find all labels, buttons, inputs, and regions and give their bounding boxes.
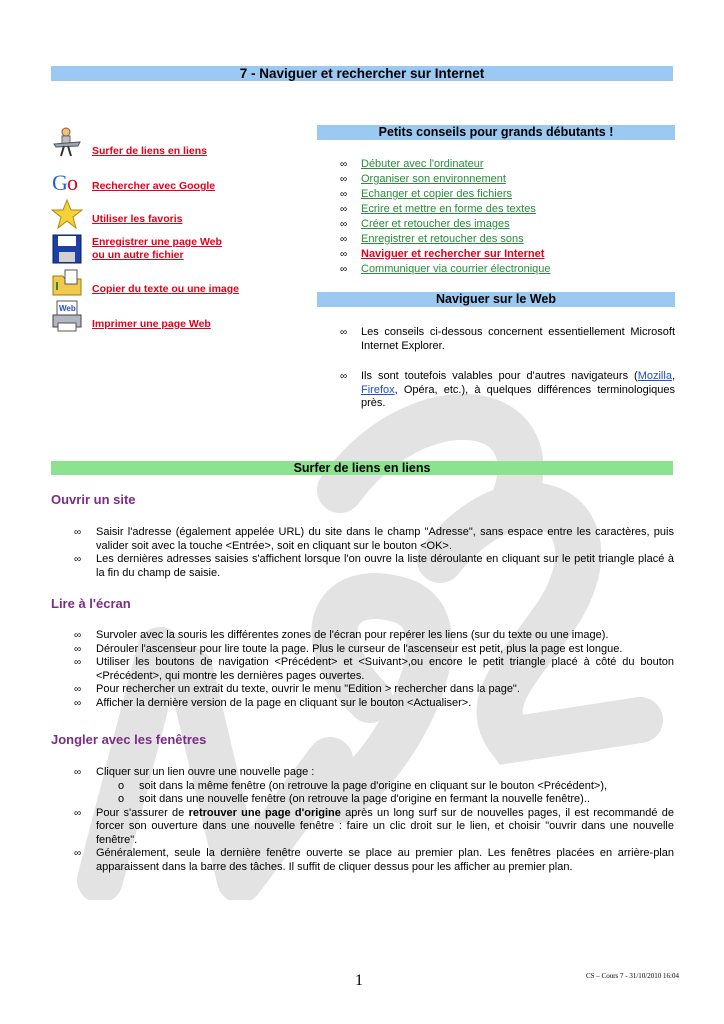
tips-link-organiser[interactable]: Organiser son environnement: [361, 173, 506, 185]
web-paragraph-1: [340, 326, 675, 353]
bullet-symbol: ∞: [74, 697, 82, 709]
jongler-item-3: Généralement, seule la dernière fenêtre ouverte se place au premier plan. Les fenêtres placées en arrière-plan apparaissent dans la barre des tâches. Il suffit de cliquer dessus pour les afficher au premier plan.: [96, 847, 674, 873]
web-heading: Naviguer sur le Web: [317, 292, 675, 307]
web-printer-icon: [51, 300, 83, 332]
list-item: [340, 157, 680, 172]
web-p2-before: Ils sont toutefois valables pour d'autres navigateurs (: [361, 370, 638, 382]
list-item: [74, 643, 674, 657]
page-title: 7 - Naviguer et rechercher sur Internet: [51, 66, 673, 81]
lire-item-4: Pour rechercher un extrait du texte, ouvrir le menu "Edition > rechercher dans la page".: [96, 683, 520, 695]
list-item: [74, 656, 674, 683]
jongler-sub-1: soit dans la même fenêtre (on retrouve la page d'origine en cliquant sur le bouton <Précédent>),: [139, 779, 608, 792]
list-item: [340, 247, 680, 262]
jongler-item-2-before: Pour s'assurer de: [96, 806, 189, 819]
firefox-link[interactable]: Firefox: [361, 383, 395, 396]
list-item: [74, 807, 674, 848]
lire-item-3: Utiliser les boutons de navigation <Précédent> et <Suivant>,ou encore le petit triangle placé à côté du bouton <Précédent>, qui montre les dernières pages ouvertes.: [96, 656, 674, 682]
left-link-imprimer[interactable]: Imprimer une page Web: [92, 318, 211, 330]
tips-link-sons[interactable]: Enregistrer et retoucher des sons: [361, 233, 524, 245]
mozilla-link[interactable]: Mozilla: [637, 370, 672, 382]
bullet-symbol: ∞: [74, 527, 82, 538]
section-bar-surfer: Surfer de liens en liens: [51, 461, 673, 475]
bullet-symbol: ∞: [340, 189, 348, 200]
bullet-symbol: ∞: [74, 554, 82, 565]
bullet-symbol: ∞: [340, 371, 348, 382]
jongler-item-2: [96, 807, 674, 848]
tips-link-debuter[interactable]: Débuter avec l'ordinateur: [361, 158, 484, 170]
list-item: [340, 217, 680, 232]
list-item: [74, 526, 674, 553]
ouvrir-item-2: Les dernières adresses saisies s'affichent lorsque l'on ouvre la liste déroulante en cliquant sur le petit triangle placé à la fin du champ de saisie.: [96, 553, 674, 579]
web-paragraph-2: [340, 370, 675, 411]
sub-list-item: [74, 793, 674, 807]
list-item: [340, 172, 680, 187]
bullet-symbol: ∞: [340, 159, 348, 170]
person-surfer-icon: [51, 126, 83, 158]
bullet-symbol: ∞: [340, 174, 348, 185]
lire-item-1: Survoler avec la souris les différentes zones de l'écran pour repérer les liens (sur du texte ou une image).: [96, 629, 609, 641]
bullet-symbol: ∞: [340, 249, 348, 260]
bullet-symbol: ∞: [74, 643, 82, 655]
tips-list: [340, 157, 680, 277]
left-link-enregistrer[interactable]: [92, 236, 292, 262]
list-item: [74, 553, 674, 580]
bullet-symbol: ∞: [74, 657, 82, 668]
list-item: [74, 629, 674, 643]
tips-heading: Petits conseils pour grands débutants !: [317, 125, 675, 140]
list-item: [74, 766, 674, 780]
sub-bullet: o: [118, 779, 125, 792]
bullet-symbol: ∞: [74, 848, 82, 859]
heading-ouvrir: Ouvrir un site: [51, 492, 136, 507]
left-link-copier[interactable]: Copier du texte ou une image: [92, 283, 240, 295]
list-item: [340, 202, 680, 217]
left-link-surfer[interactable]: Surfer de liens en liens: [92, 145, 207, 157]
list-item: [340, 232, 680, 247]
bullet-symbol: ∞: [340, 327, 348, 338]
tips-link-communiquer[interactable]: Communiquer via courrier électronique: [361, 263, 551, 275]
floppy-disk-icon: [51, 233, 83, 265]
tips-link-images[interactable]: Créer et retoucher des images: [361, 218, 510, 230]
google-go-icon: [51, 166, 83, 198]
page-number: 1: [355, 972, 363, 989]
list-item: [340, 187, 680, 202]
tips-link-ecrire[interactable]: Ecrire et mettre en forme des textes: [361, 203, 536, 215]
left-link-favoris[interactable]: Utiliser les favoris: [92, 213, 183, 225]
heading-lire: Lire à l'écran: [51, 596, 131, 611]
bullet-symbol: ∞: [74, 630, 82, 641]
jongler-item-1: Cliquer sur un lien ouvre une nouvelle page :: [96, 766, 315, 778]
bullet-symbol: ∞: [340, 264, 348, 275]
jongler-item-2-after: après un long surf sur de nouvelles pages, il est recommandé de forcer son ouverture dans une nouvelle fenêtre : faire un clic droit sur le lien, et choisir "ouvrir dans une nouvelle fenêtre".: [96, 806, 675, 846]
left-link-enregistrer-line2: ou un autre fichier: [92, 249, 184, 261]
heading-jongler: Jongler avec les fenêtres: [51, 732, 207, 747]
bullet-symbol: ∞: [340, 204, 348, 215]
svg-text:Web: Web: [59, 304, 76, 313]
bullet-symbol: ∞: [340, 219, 348, 230]
left-link-google[interactable]: Rechercher avec Google: [92, 180, 216, 192]
jongler-list: [74, 766, 674, 874]
folder-copy-icon: [51, 266, 83, 298]
svg-text:G: G: [52, 170, 68, 195]
page-footer: CS – Cours 7 - 31/10/2010 16:04: [586, 972, 679, 980]
tips-link-naviguer[interactable]: Naviguer et rechercher sur Internet: [361, 248, 545, 260]
web-paragraph-1-text: Les conseils ci-dessous concernent essentiellement Microsoft Internet Explorer.: [361, 326, 675, 352]
sub-list-item: [74, 780, 674, 794]
jongler-item-2-bold: retrouver une page d'origine: [188, 806, 341, 819]
ouvrir-item-1: Saisir l'adresse (également appelée URL) du site dans le champ "Adresse", sans espace entre les caractères, puis valider soit avec la touche <Entrée>, soit en cliquant sur le bouton <OK>.: [96, 526, 674, 552]
list-item: [74, 697, 674, 711]
list-item: [340, 262, 680, 277]
ouvrir-list: [74, 526, 674, 580]
left-link-enregistrer-line1: Enregistrer une page Web: [92, 236, 222, 248]
bullet-symbol: ∞: [74, 807, 82, 819]
lire-list: [74, 629, 674, 710]
star-icon: [51, 198, 83, 230]
lire-item-5: Afficher la dernière version de la page en cliquant sur le bouton <Actualiser>.: [96, 696, 472, 709]
sub-bullet: o: [118, 793, 125, 805]
list-item: [74, 847, 674, 874]
bullet-symbol: ∞: [74, 767, 82, 778]
web-p2-after: , Opéra, etc.), à quelques différences terminologiques près.: [361, 383, 675, 409]
web-p2-sep: ,: [671, 370, 675, 382]
bullet-symbol: ∞: [74, 684, 82, 695]
web-paragraph-2-text: [361, 370, 675, 411]
tips-link-echanger[interactable]: Echanger et copier des fichiers: [361, 188, 513, 200]
svg-text:o: o: [67, 170, 78, 195]
jongler-sub-2: soit dans une nouvelle fenêtre (on retrouve la page d'origine en fermant la nouvelle fenêtre)..: [139, 793, 590, 805]
lire-item-2: Dérouler l'ascenseur pour lire toute la page. Plus le curseur de l'ascenseur est petit, plus la page est longue.: [96, 642, 623, 655]
list-item: [74, 683, 674, 697]
bullet-symbol: ∞: [340, 234, 348, 245]
